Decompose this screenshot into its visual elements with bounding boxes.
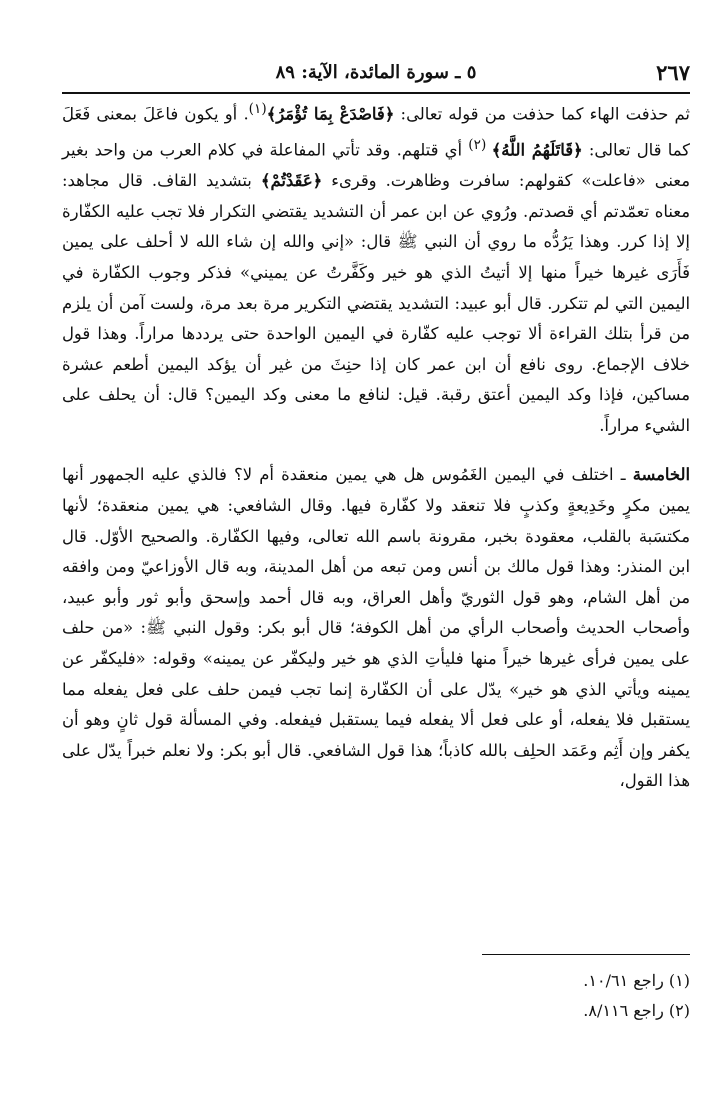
running-title: ٥ ـ سورة المائدة، الآية: ٨٩: [275, 62, 477, 83]
body-text: [62, 94, 690, 797]
paragraph-2: [62, 460, 690, 797]
footnote-ref-2: (٢): [468, 137, 492, 154]
p1-text-4: بتشديد القاف. قال مجاهد: معناه تعمّدتم أي قصدتم. ورُوي عن ابن عمر أن التشديد يقتضي التكرار فلا تجب عليه الكفّارة إلا إذا كرر. وهذا يَرُدُّه ما روي أن النبي ﷺ قال: «إني والله إن شاء الله لا أحلف على يمين فَأَرَى غيرها خيراً منها إلا أتيتُ الذي هو خير وكَفَّرتُ عن يميني» فذكر وجوب الكفّارة في اليمين التي لم تتكرر. قال أبو عبيد: التشديد يقتضي التكرير مرة بعد مرة، ولست آمن أن يلزم من قرأ بتلك القراءة ألا توجب عليه كفّارة في اليمين الواحدة حتى يرددها مراراً. وهذا قول خلاف الإجماع. روى نافع أن ابن عمر كان إذا حنِثَ من غير أن يؤكد اليمين أطعم عشرة مساكين، فإذا وكد اليمين أعتق رقبة. قيل: لنافع ما معنى وكد اليمين؟ قال: أن يحلف على الشيء مراراً.: [62, 171, 690, 435]
p2-text: ـ اختلف في اليمين الغَمُوس هل هي يمين منعقدة أم لا؟ فالذي عليه الجمهور أنها يمين مكرٍ وخَدِيعةٍ وكذبٍ فلا تنعقد ولا كفّارة فيها. وقال الشافعي: هي يمين منعقدة؛ لأنها مكتسَبة بالقلب، معقودة بخبر، مقرونة باسم الله تعالى، وفيها الكفّارة. والصحيح الأوّل. قال ابن المنذر: وهذا قول مالك بن أنس ومن تبعه من أهل المدينة، وبه قال الأوزاعيّ ومن وافقه من أهل الشام، وهو قول الثوريّ وأهل العراق، وبه قال أحمد وإسحق وأبو ثور وأبو عبيد، وأصحاب الحديث وأصحاب الرأي من أهل الكوفة؛ قال أبو بكر: وقول النبي ﷺ: «من حلف على يمين فرأى غيرها خيراً منها فليأتِ الذي هو خير وليكفّر عن يمينه» وقوله: «فليكفّر عن يمينه ويأتي الذي هو خير» يدّل على أن الكفّارة إنما تجب فيمن حلف على فعل يفعله مما يستقبل فلا يفعله، أو على فعل ألا يفعله فيما يستقبل فيفعله. وفي المسألة قول ثانٍ وهو أن يكفر وإن أَثِم وعَمَد الحلِف بالله كاذباً؛ هذا قول الشافعي. قال أبو بكر: ولا نعلم خبراً يدّل على هذا القول،: [62, 465, 690, 791]
paragraph-1: [62, 94, 690, 441]
footnote-ref-1: (١): [248, 101, 267, 117]
quran-verse-3: ﴿عَقَدْتُمْ﴾: [260, 171, 323, 191]
quran-verse-2: ﴿قَاتَلَهُمُ اللَّهُ﴾: [491, 140, 583, 160]
page-number: ٢٦٧: [656, 60, 690, 85]
page-header: [62, 58, 690, 92]
section-lead: الخامسة: [632, 465, 690, 485]
footnotes: [62, 966, 690, 1026]
quran-verse-1: ﴿فَاصْدَعْ بِمَا تُؤْمَرُ﴾: [266, 104, 395, 124]
footnote-rule: [482, 954, 690, 955]
p1-text-1: ثم حذفت الهاء كما حذفت من قوله تعالى:: [394, 104, 690, 124]
footnote-2: (٢) راجع ٨/١١٦.: [583, 1001, 690, 1020]
p1-text-2: . أو يكون فاعَلَ بمعنى فَعَلَ كما قال تعالى:: [62, 104, 690, 160]
p1-text-3: أي قتلهم. وقد تأتي المفاعلة في كلام العرب من واحد بغير معنى «فاعلت» كقولهم: سافرت وظاهرت. وقرىء: [62, 140, 690, 191]
footnote-1: (١) راجع ١٠/٦١.: [583, 971, 690, 990]
